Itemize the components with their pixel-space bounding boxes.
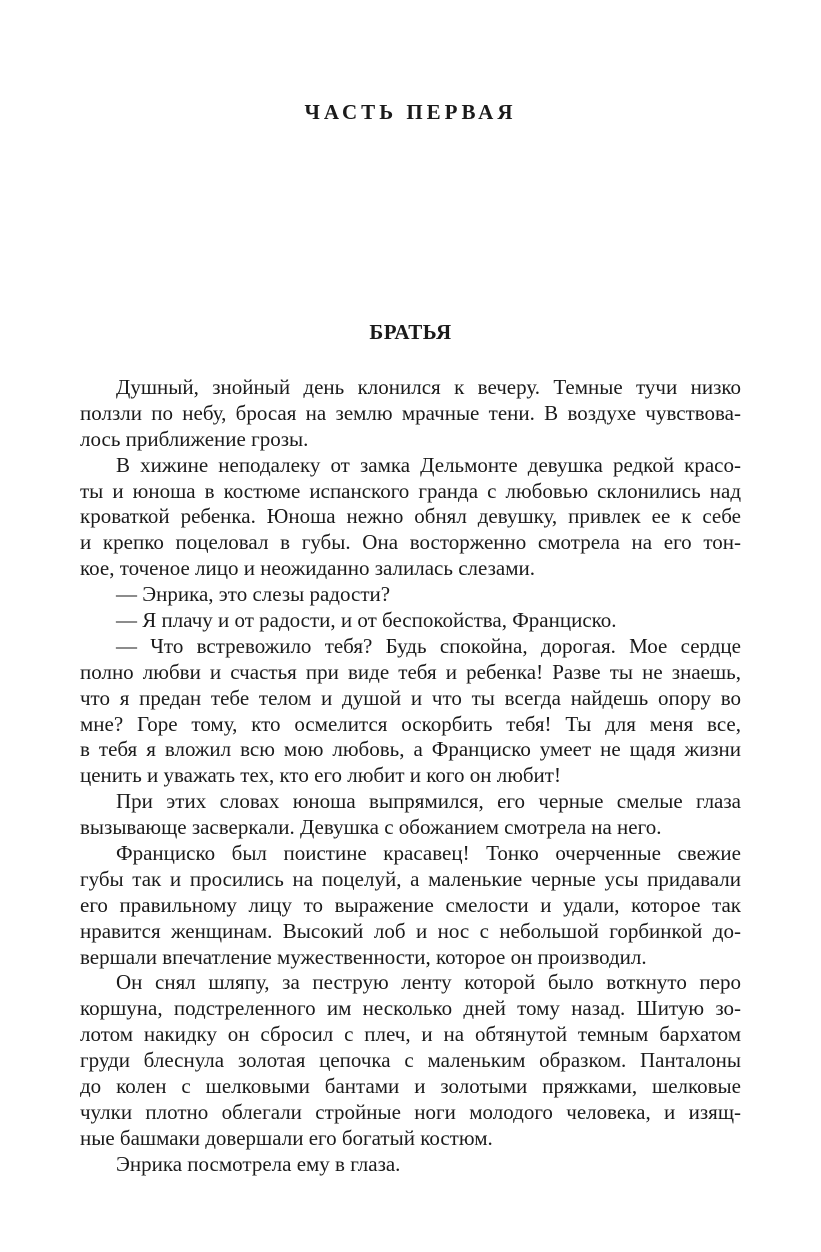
text-line: и крепко поцеловал в губы. Она восторженно смотрела на его тон- xyxy=(80,530,741,555)
text-line: лотом накидку он сбросил с плеч, и на обтянутой темным бархатом xyxy=(80,1022,741,1047)
text-line: губы так и просились на поцелуй, а маленькие черные усы придавали xyxy=(80,866,741,891)
text-line: — Что встревожило тебя? Будь спокойна, дорогая. Мое сердце xyxy=(116,633,741,658)
chapter-title: БРАТЬЯ xyxy=(369,320,452,344)
text-line: В хижине неподалеку от замка Дельмонте девушка редкой красо- xyxy=(116,452,741,477)
text-line: его правильному лицу то выражение смелости и удали, которое так xyxy=(80,892,741,917)
text-line: Франциско был поистине красавец! Тонко очерченные свежие xyxy=(116,841,741,866)
text-line: до колен с шелковыми бантами и золотыми пряжками, шелковые xyxy=(80,1074,741,1099)
text-line: ползли по небу, бросая на землю мрачные тени. В воздухе чувствова- xyxy=(80,400,741,425)
part-title: ЧАСТЬ ПЕРВАЯ xyxy=(304,100,517,124)
text-line: вершали впечатление мужественности, которое он производил. xyxy=(80,944,647,969)
text-line: кроваткой ребенка. Юноша нежно обнял девушку, привлек ее к себе xyxy=(80,504,741,529)
text-line: груди блеснула золотая цепочка с маленьким образком. Панталоны xyxy=(80,1048,741,1073)
text-line: полно любви и счастья при виде тебя и ребенка! Разве ты не знаешь, xyxy=(80,659,741,684)
text-line: коршуна, подстреленного им несколько дней тому назад. Шитую зо- xyxy=(80,996,741,1021)
text-line: Энрика посмотрела ему в глаза. xyxy=(116,1151,401,1176)
text-line: Он снял шляпу, за пеструю ленту которой было воткнуто перо xyxy=(116,970,741,995)
text-line: нравится женщинам. Высокий лоб и нос с небольшой горбинкой до- xyxy=(80,918,741,943)
text-line: чулки плотно облегали стройные ноги молодого человека, и изящ- xyxy=(80,1099,741,1124)
body-text xyxy=(80,375,741,1178)
text-line: мне? Горе тому, кто осмелится оскорбить тебя! Ты для меня все, xyxy=(80,711,741,736)
text-line: в тебя я вложил всю мою любовь, а Франциско умеет не щадя жизни xyxy=(80,737,741,762)
text-line: что я предан тебе телом и душой и что ты всегда найдешь опору во xyxy=(80,685,741,710)
text-line: При этих словах юноша выпрямился, его черные смелые глаза xyxy=(116,789,741,814)
text-line: — Энрика, это слезы радости? xyxy=(116,582,391,607)
text-line: вызывающе засверкали. Девушка с обожанием смотрела на него. xyxy=(80,815,662,840)
text-line: — Я плачу и от радости, и от беспокойства, Франциско. xyxy=(116,608,617,633)
text-line: ты и юноша в костюме испанского гранда с любовью склонились над xyxy=(80,478,741,503)
text-line: ценить и уважать тех, кто его любит и кого он любит! xyxy=(80,763,561,788)
text-line: Душный, знойный день клонился к вечеру. Темные тучи низко xyxy=(116,375,741,399)
text-line: лось приближение грозы. xyxy=(80,426,309,451)
text-line: ные башмаки довершали его богатый костюм. xyxy=(80,1125,493,1150)
text-line: кое, точеное лицо и неожиданно залилась слезами. xyxy=(80,556,535,581)
